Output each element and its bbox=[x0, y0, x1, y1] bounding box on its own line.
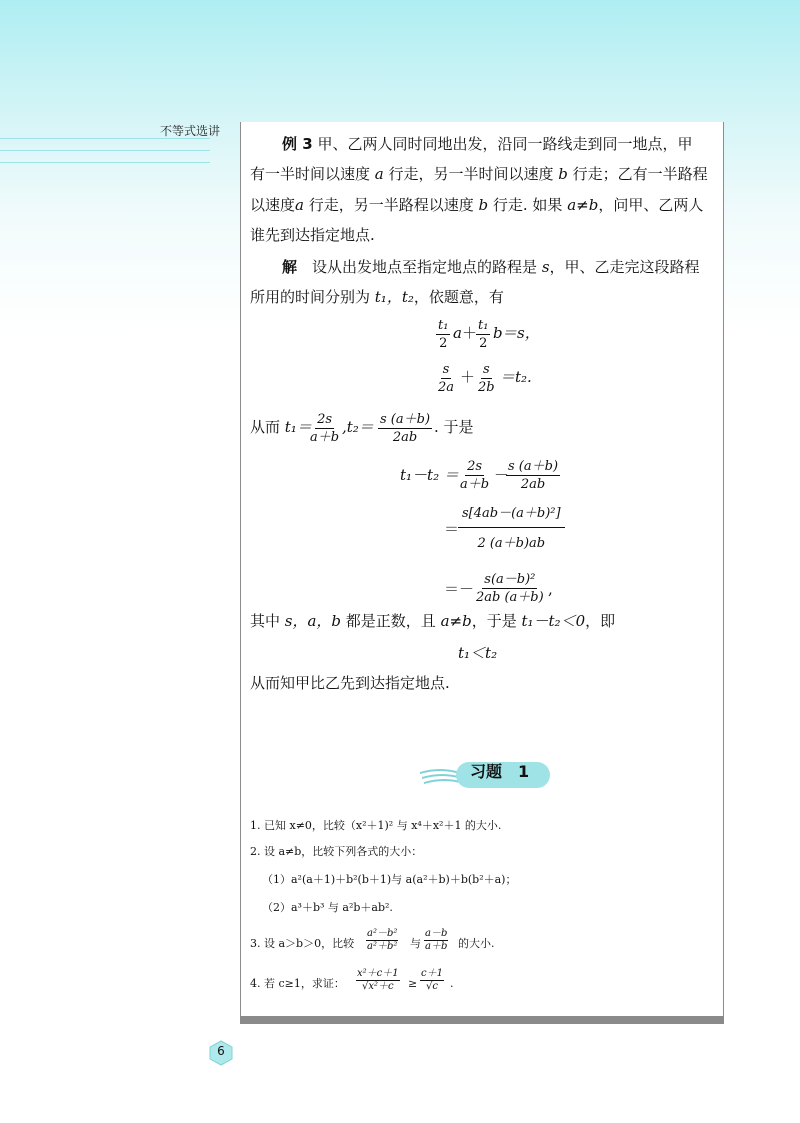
eq2-rhs: ＝t₂. bbox=[500, 368, 532, 386]
header-rule-1 bbox=[0, 138, 210, 139]
diff-frac-3: $\frac{\text{s[4ab－(a＋b)²]}}{2 (a+b)ab}$ bbox=[458, 506, 565, 551]
eq1-b: b bbox=[493, 324, 503, 342]
ex4-frac-1: $\frac{\text{x²＋c＋1}}{\text{√x²＋c}}$ bbox=[357, 968, 399, 992]
eq1-frac-1: $\frac{\text{t₁}}{2}$ bbox=[438, 318, 449, 351]
where-line: 其中 s，a，b 都是正数，且 a≠b，于是 t₁－t₂＜0，即 bbox=[250, 612, 616, 630]
example-line-1: 例 3 甲、乙两人同时同地出发，沿同一路线走到同一地点，甲 bbox=[282, 135, 693, 153]
ex3-frac-1: $\frac{\text{a²－b²}}{\text{a²＋b²}}$ bbox=[367, 928, 398, 952]
header-rule-2 bbox=[0, 150, 210, 151]
diff-frac-2: $\frac{s (a+b)}{2ab}$ bbox=[508, 459, 559, 492]
from-frac-1: $\frac{2s}{a+b}$ bbox=[310, 412, 340, 445]
diff-lhs: t₁－t₂ ＝ bbox=[400, 466, 459, 484]
ex3-frac-2: $\frac{a-b}{a+b}$ bbox=[425, 928, 448, 952]
eq2-frac-2: $\frac{s}{2b}$ bbox=[478, 362, 495, 395]
example-line-4: 谁先到达指定地点. bbox=[250, 226, 375, 244]
ex4-frac-2: $\frac{c+1}{√c}$ bbox=[421, 968, 443, 992]
eq1-a: a bbox=[453, 324, 462, 342]
solution-line-1: 解 设从出发地点至指定地点的路程是 s，甲、乙走完这段路程 bbox=[282, 258, 700, 276]
exercise-item-4-text: 4. 若 c≥1，求证： bbox=[250, 977, 345, 990]
eq1-plus: ＋ bbox=[462, 324, 478, 342]
eq1-rhs: ＝s， bbox=[502, 324, 540, 342]
ex3-end: 的大小. bbox=[458, 937, 495, 950]
diff-frac-4: $\frac{\text{s(a－b)²}}{2ab (a+b)}$ bbox=[476, 572, 544, 605]
eq2-frac-1: $\frac{s}{2a}$ bbox=[438, 362, 455, 395]
panel-bottom-bar bbox=[240, 1016, 724, 1024]
diff-eq-2: ＝ bbox=[444, 520, 460, 538]
diff-frac-1: $\frac{2s}{a+b}$ bbox=[460, 459, 490, 492]
example-line-3: 以速度a 行走，另一半路程以速度 b 行走. 如果 a≠b，问甲、乙两人 bbox=[250, 196, 704, 214]
eq2-plus: ＋ bbox=[460, 368, 476, 386]
t1-lt-t2: t₁＜t₂ bbox=[458, 644, 498, 662]
eq1-frac-2: $\frac{\text{t₁}}{2}$ bbox=[478, 318, 489, 351]
exercise-item-3-text: 3. 设 a＞b＞0，比较 bbox=[250, 937, 355, 950]
from-then: . 于是 bbox=[434, 418, 474, 436]
solution-label: 解 bbox=[282, 258, 298, 276]
ex4-end: . bbox=[450, 977, 454, 990]
from-frac-2: $\frac{s (a+b)}{2ab}$ bbox=[380, 412, 431, 445]
diff-minus: － bbox=[494, 466, 510, 484]
ex4-geq: ≥ bbox=[408, 977, 418, 990]
from-line: 从而 t₁＝ bbox=[250, 418, 312, 436]
ex3-and: 与 bbox=[410, 937, 421, 950]
header-rule-3 bbox=[0, 162, 210, 163]
example-label: 例 3 bbox=[282, 135, 313, 153]
diff-eq-3: ＝－ bbox=[444, 580, 475, 598]
from-t2: ,t₂＝ bbox=[342, 418, 374, 436]
conclusion: 从而知甲比乙先到达指定地点. bbox=[250, 674, 450, 692]
solution-line-2: 所用的时间分别为 t₁，t₂，依题意，有 bbox=[250, 288, 504, 306]
exercise-item-2-2: （2）a³＋b³ 与 a²b＋ab². bbox=[262, 901, 393, 914]
exercise-title: 习题 1 bbox=[470, 762, 530, 781]
diff-comma: , bbox=[548, 580, 553, 598]
exercise-item-2-1: （1）a²(a＋1)＋b²(b＋1)与 a(a²＋b)＋b(b²＋a)； bbox=[262, 873, 517, 886]
running-header: 不等式选讲 bbox=[160, 124, 221, 138]
exercise-item-1: 1. 已知 x≠0，比较（x²＋1)² 与 x⁴＋x²＋1 的大小. bbox=[250, 819, 502, 832]
page-number: 6 bbox=[217, 1044, 225, 1058]
exercise-item-2: 2. 设 a≠b，比较下列各式的大小： bbox=[250, 845, 423, 858]
example-line-2: 有一半时间以速度 a 行走，另一半时间以速度 b 行走；乙有一半路程 bbox=[250, 165, 708, 183]
